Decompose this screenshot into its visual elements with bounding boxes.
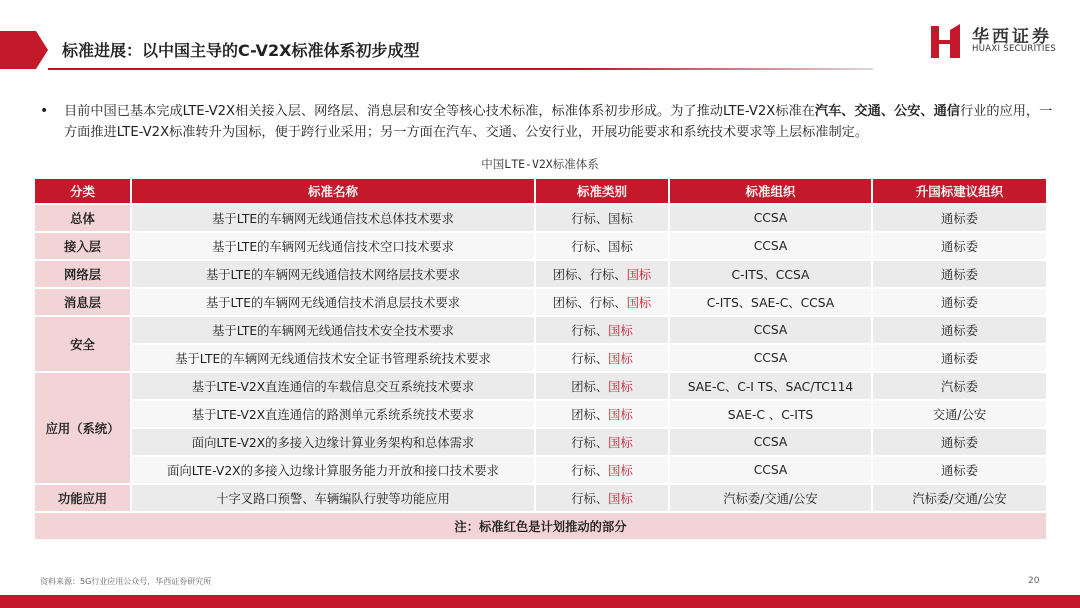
type-national: 国标: [608, 240, 633, 254]
standard-org-cell: CCSA: [670, 233, 871, 259]
intro-text: [64, 101, 1064, 143]
category-cell: 功能应用: [35, 485, 130, 511]
type-part: 行标、: [571, 436, 609, 450]
type-national: 国标: [608, 380, 633, 394]
table-row: [35, 485, 1046, 511]
table-note: 注：标准红色是计划推动的部分: [35, 513, 1046, 539]
intro-text-bold: 汽车、交通、公安、通信: [814, 104, 960, 119]
proposal-org-cell: 通标委: [873, 457, 1046, 483]
bullet-icon: •: [40, 103, 49, 119]
category-cell: 消息层: [35, 289, 130, 315]
header-proposal-org: 升国标建议组织: [873, 179, 1046, 203]
bottom-accent-bar: [0, 595, 1080, 608]
standard-type-cell: [536, 289, 668, 315]
standard-name-cell: 基于LTE的车辆网无线通信技术空口技术要求: [132, 233, 534, 259]
proposal-org-cell: 通标委: [873, 345, 1046, 371]
standard-type-cell: [536, 457, 668, 483]
table-row: [35, 429, 1046, 455]
standard-name-cell: 基于LTE的车辆网无线通信技术总体技术要求: [132, 205, 534, 231]
title-underline: [48, 68, 873, 70]
proposal-org-cell: 通标委: [873, 261, 1046, 287]
table-row: [35, 205, 1046, 231]
type-national: 国标: [608, 436, 633, 450]
page-title: 标准进展：以中国主导的C-V2X标准体系初步成型: [62, 41, 420, 60]
logo-chinese-name: 华西证券: [972, 27, 1052, 47]
type-national: 国标: [626, 296, 652, 310]
table-row: [35, 233, 1046, 259]
type-national: 国标: [608, 324, 633, 338]
proposal-org-cell: 通标委: [873, 233, 1046, 259]
standard-org-cell: CCSA: [670, 429, 871, 455]
proposal-org-cell: 汽标委/交通/公安: [873, 485, 1046, 511]
standard-name-cell: 基于LTE-V2X直连通信的车载信息交互系统技术要求: [132, 373, 534, 399]
table-caption: 中国LTE-V2X标准体系: [481, 157, 599, 171]
type-national: 国标: [608, 212, 633, 226]
standard-name-cell: 基于LTE的车辆网无线通信技术网络层技术要求: [132, 261, 534, 287]
proposal-org-cell: 通标委: [873, 317, 1046, 343]
standard-type-cell: [536, 233, 668, 259]
category-cell: 总体: [35, 205, 130, 231]
category-cell: 接入层: [35, 233, 130, 259]
type-part: 行标、: [571, 352, 609, 366]
standard-name-cell: 基于LTE-V2X直连通信的路测单元系统系统技术要求: [132, 401, 534, 427]
standard-org-cell: 汽标委/交通/公安: [670, 485, 871, 511]
type-national: 国标: [608, 352, 633, 366]
category-cell: 安全: [35, 317, 130, 371]
proposal-org-cell: 通标委: [873, 205, 1046, 231]
type-national: 国标: [608, 464, 633, 478]
type-part: 行标、: [571, 492, 609, 506]
standards-table: [33, 177, 1048, 541]
logo-english-name: HUAXI SECURITIES: [972, 44, 1057, 54]
standard-org-cell: CCSA: [670, 317, 871, 343]
type-national: 国标: [608, 492, 633, 506]
header-standard-type: 标准类别: [536, 179, 668, 203]
table-row: [35, 457, 1046, 483]
standard-type-cell: [536, 429, 668, 455]
standard-name-cell: 基于LTE的车辆网无线通信技术安全证书管理系统技术要求: [132, 345, 534, 371]
type-national: 国标: [608, 408, 633, 422]
table-row: [35, 401, 1046, 427]
standard-name-cell: 面向LTE-V2X的多接入边缘计算服务能力开放和接口技术要求: [132, 457, 534, 483]
intro-text-part: 目前中国已基本完成LTE-V2X相关接入层、网络层、消息层和安全等核心技术标准，标准体系初步形成。为了推动LTE-V2X标准在: [64, 104, 815, 119]
type-part: 行标、: [571, 212, 609, 226]
table-header-row: [35, 179, 1046, 203]
header-category: 分类: [35, 179, 130, 203]
type-part: 团标、行标、: [552, 296, 627, 310]
standard-type-cell: [536, 317, 668, 343]
type-national: 国标: [626, 268, 652, 282]
intro-text-part: 行业的应用，一方面推进LTE-V2X标准转升为国标，便于跨行业采用；另一方面在汽车、交通、公安行业，开展功能要求和系统技术要求等上层标准制定。: [64, 104, 1053, 140]
table-row: [35, 317, 1046, 343]
standard-org-cell: C-ITS、SAE-C、CCSA: [670, 289, 871, 315]
proposal-org-cell: 汽标委: [873, 373, 1046, 399]
type-part: 团标、行标、: [552, 268, 627, 282]
type-part: 团标、: [571, 380, 609, 394]
table-row: [35, 261, 1046, 287]
standard-type-cell: [536, 401, 668, 427]
standard-type-cell: [536, 261, 668, 287]
type-part: 行标、: [571, 464, 609, 478]
standard-name-cell: 十字叉路口预警、车辆编队行驶等功能应用: [132, 485, 534, 511]
standard-org-cell: CCSA: [670, 205, 871, 231]
proposal-org-cell: 通标委: [873, 429, 1046, 455]
table-row: [35, 289, 1046, 315]
standard-type-cell: [536, 205, 668, 231]
source-note: 资料来源：5G行业应用公众号，华西证券研究所: [40, 577, 212, 586]
category-cell: 网络层: [35, 261, 130, 287]
table-row: [35, 373, 1046, 399]
type-part: 团标、: [571, 408, 609, 422]
standard-name-cell: 面向LTE-V2X的多接入边缘计算业务架构和总体需求: [132, 429, 534, 455]
standard-org-cell: SAE-C、C-I TS、SAC/TC114: [670, 373, 871, 399]
table-note-row: [35, 513, 1046, 539]
proposal-org-cell: 交通/公安: [873, 401, 1046, 427]
table-row: [35, 345, 1046, 371]
standard-type-cell: [536, 485, 668, 511]
type-part: 行标、: [571, 240, 609, 254]
category-cell: 应用（系统）: [35, 373, 130, 483]
standard-org-cell: CCSA: [670, 345, 871, 371]
header-standard-org: 标准组织: [670, 179, 871, 203]
type-part: 行标、: [571, 324, 609, 338]
standard-org-cell: CCSA: [670, 457, 871, 483]
page-number: 20: [1028, 576, 1040, 586]
standard-org-cell: SAE-C 、C-ITS: [670, 401, 871, 427]
standard-name-cell: 基于LTE的车辆网无线通信技术安全技术要求: [132, 317, 534, 343]
standard-org-cell: C-ITS、CCSA: [670, 261, 871, 287]
proposal-org-cell: 通标委: [873, 289, 1046, 315]
title-accent-bar: [0, 31, 48, 69]
standard-name-cell: 基于LTE的车辆网无线通信技术消息层技术要求: [132, 289, 534, 315]
standard-type-cell: [536, 373, 668, 399]
standard-type-cell: [536, 345, 668, 371]
header-standard-name: 标准名称: [132, 179, 534, 203]
